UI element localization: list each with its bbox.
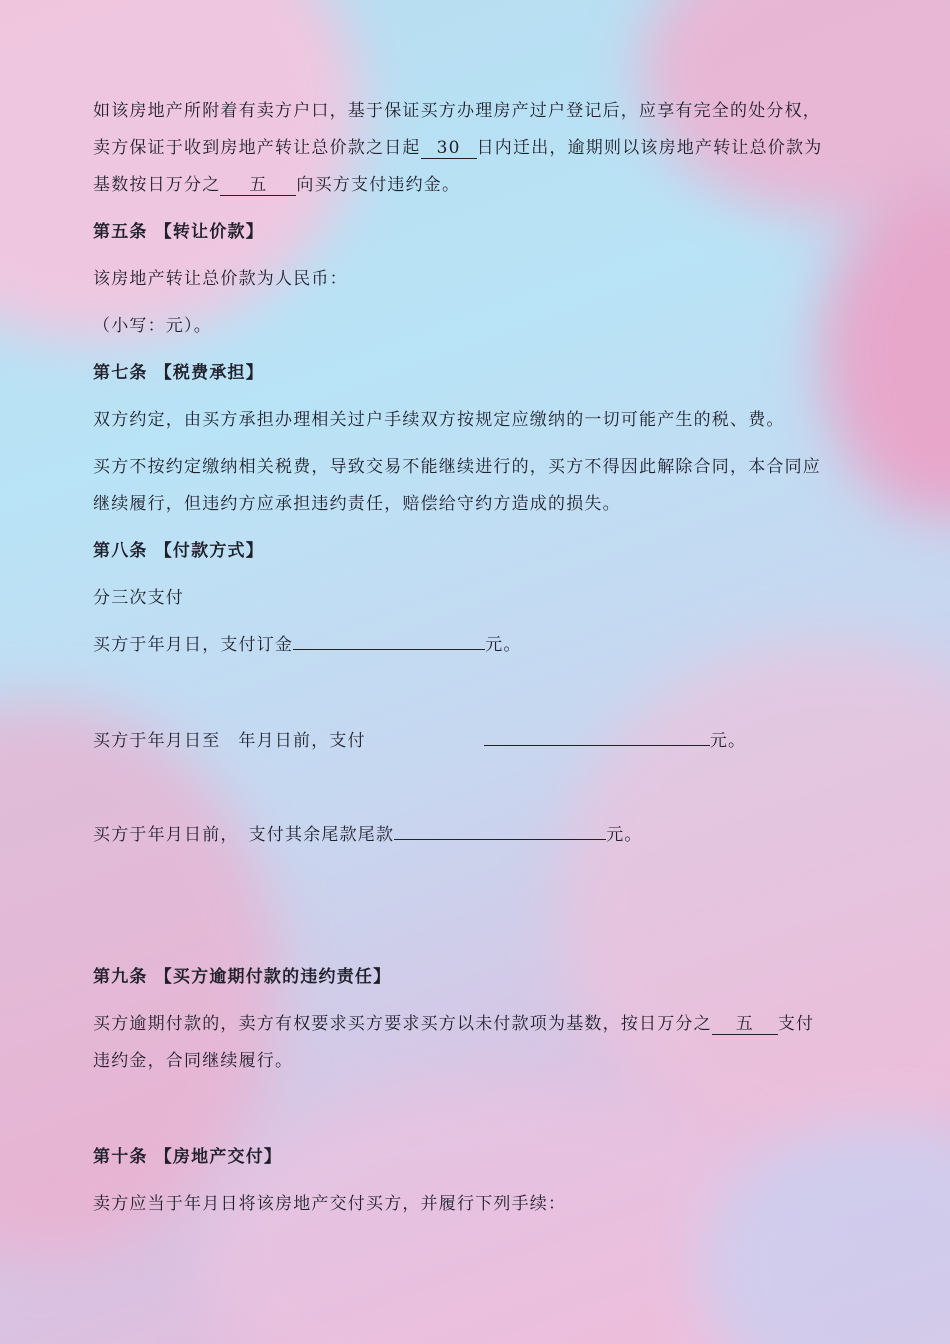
article-7-heading: 第七条 【税费承担】 xyxy=(93,363,264,383)
article-8-line1: 分三次支付 xyxy=(93,588,184,608)
payment-3: 买方于年月日前， 支付其余尾款尾款 元。 xyxy=(93,825,643,845)
penalty-rate-blank: 五 xyxy=(712,1014,778,1035)
article-10-heading: 第十条 【房地产交付】 xyxy=(93,1147,283,1167)
article-7-line2: 买方不按约定缴纳相关税费，导致交易不能继续进行的，买方不得因此解除合同，本合同应 xyxy=(93,457,821,477)
article-8-heading: 第八条 【付款方式】 xyxy=(93,541,264,561)
article-5-line2: （小写：元）。 xyxy=(93,316,212,336)
article-9-line1: 买方逾期付款的，卖方有权要求买方要求买方以未付款项为基数，按日万分之 五 支付 xyxy=(93,1014,815,1034)
article-9-line2: 违约金，合同继续履行。 xyxy=(93,1051,294,1071)
deposit-blank xyxy=(293,649,485,650)
payment-2: 买方于年月日至 年月日前，支付 元。 xyxy=(93,731,747,751)
paragraph-residence-line3: 基数按日万分之 五 向买方支付违约金。 xyxy=(93,175,461,195)
article-9-heading: 第九条 【买方逾期付款的违约责任】 xyxy=(93,967,392,987)
article-5-line1: 该房地产转让总价款为人民币： xyxy=(93,269,348,289)
payment-1: 买方于年月日，支付订金 元。 xyxy=(93,635,522,655)
final-payment-blank xyxy=(394,839,606,840)
article-5-heading: 第五条 【转让价款】 xyxy=(93,222,264,242)
days-blank: 30 xyxy=(421,138,477,159)
second-payment-blank xyxy=(484,745,710,746)
article-7-line3: 继续履行，但违约方应承担违约责任，赔偿给守约方造成的损失。 xyxy=(93,494,621,514)
article-7-line1: 双方约定，由买方承担办理相关过户手续双方按规定应缴纳的一切可能产生的税、费。 xyxy=(93,410,785,430)
paragraph-residence-line2: 卖方保证于收到房地产转让总价款之日起 30 日内迁出，逾期则以该房地产转让总价款为 xyxy=(93,138,823,158)
paragraph-residence-line1: 如该房地产所附着有卖方户口，基于保证买方办理房产过户登记后，应享有完全的处分权， xyxy=(93,101,821,121)
article-10-line1: 卖方应当于年月日将该房地产交付买方，并履行下列手续： xyxy=(93,1194,567,1214)
rate-blank: 五 xyxy=(220,175,296,196)
